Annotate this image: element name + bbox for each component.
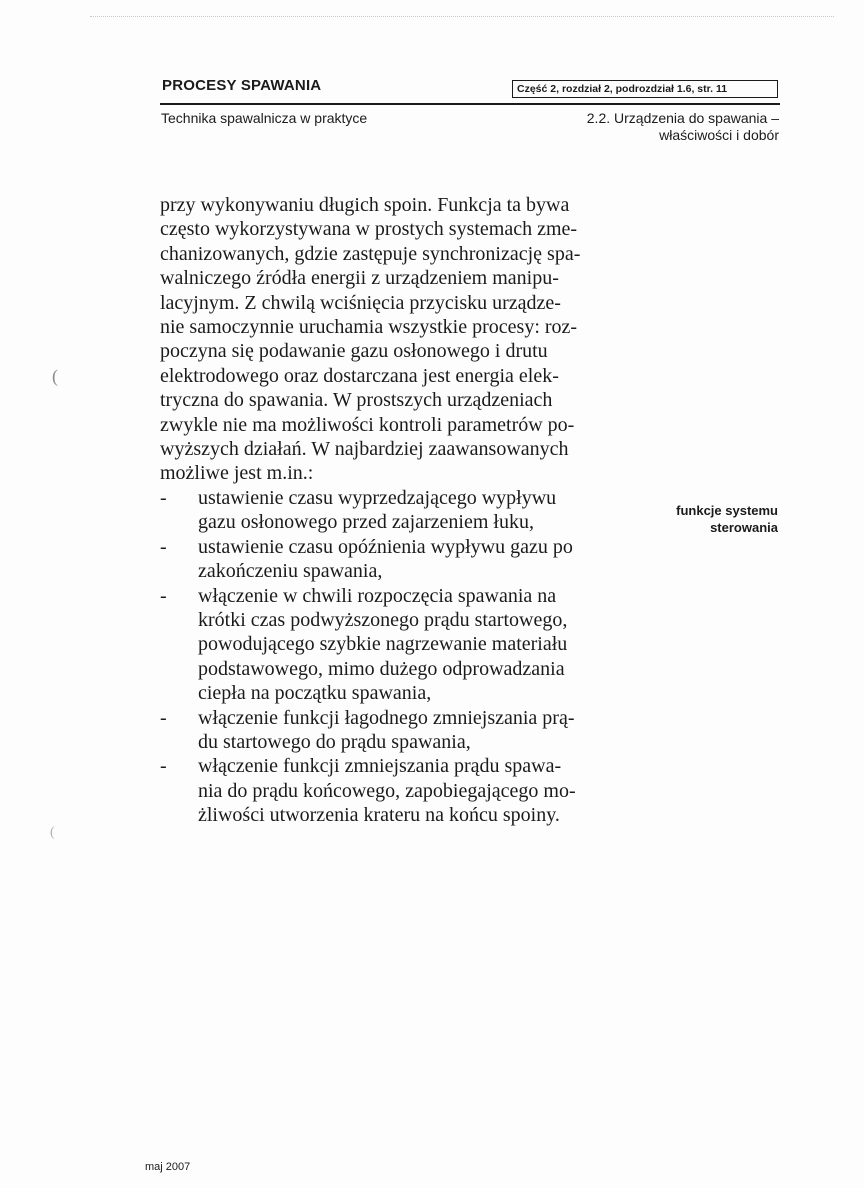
text-line: włączenie funkcji zmniejszania prądu spawa- [198, 755, 562, 778]
footer-date: maj 2007 [145, 1161, 191, 1173]
text-line: chanizowanych, gdzie zastępuje synchronizację spa- [160, 242, 581, 265]
text-line: elektrodowego oraz dostarczana jest energia elek- [160, 364, 559, 387]
text-line: lacyjnym. Z chwilą wciśnięcia przycisku urządze- [160, 291, 561, 314]
text-line: ciepła na początku spawania, [198, 682, 432, 705]
scan-binding-mark: ( [50, 825, 55, 840]
bullet-dash: - [160, 535, 167, 558]
header-subtitle: Technika spawalnicza w praktyce [161, 110, 368, 126]
text-line: du startowego do prądu spawania, [198, 730, 471, 753]
list-item [160, 486, 610, 535]
text-line: żliwości utworzenia krateru na końcu spoiny. [198, 804, 560, 827]
text-line: krótki czas podwyższonego prądu startowego, [198, 608, 568, 631]
text-line: poczyna się podawanie gazu osłonowego i drutu [160, 340, 548, 363]
main-body-text [160, 193, 610, 828]
bullet-dash: - [160, 755, 167, 778]
text-line: ustawienie czasu opóźnienia wypływu gazu po [198, 535, 573, 558]
bullet-dash: - [160, 706, 167, 729]
scan-binding-mark: ( [52, 366, 58, 386]
margin-note [676, 502, 778, 536]
scan-edge-artifact [90, 16, 834, 17]
text-line: zakończeniu spawania, [198, 560, 383, 583]
header-section-title [587, 110, 779, 144]
margin-note-line: sterowania [710, 520, 778, 535]
bullet-dash: - [160, 584, 167, 607]
section-title-line: właściwości i dobór [659, 127, 779, 143]
page-header-title: PROCESY SPAWANIA [162, 77, 322, 94]
margin-note-line: funkcje systemu [676, 503, 778, 518]
list-item [160, 535, 610, 584]
feature-bullet-list [160, 486, 610, 828]
text-line: nie samoczynnie uruchamia wszystkie procesy: roz- [160, 316, 578, 339]
text-line: powodującego szybkie nagrzewanie materiału [198, 633, 568, 656]
text-line: podstawowego, mimo dużego odprowadzania [198, 657, 565, 680]
header-divider [160, 103, 780, 105]
text-line: włączenie w chwili rozpoczęcia spawania na [198, 584, 557, 607]
text-line: walniczego źródła energii z urządzeniem manipu- [160, 267, 559, 290]
list-item [160, 706, 610, 755]
text-line: tryczna do spawania. W prostszych urządzeniach [160, 389, 553, 412]
bullet-dash: - [160, 486, 167, 509]
text-line: zwykle nie ma możliwości kontroli parametrów po- [160, 413, 575, 436]
text-line: wyższych działań. W najbardziej zaawansowanych [160, 438, 569, 461]
list-item [160, 584, 610, 706]
text-line: włączenie funkcji łagodnego zmniejszania prą- [198, 706, 575, 729]
text-line: możliwe jest m.in.: [160, 462, 314, 485]
list-item [160, 754, 610, 827]
body-paragraph [160, 193, 610, 486]
text-line: nia do prądu końcowego, zapobiegającego mo- [198, 779, 576, 802]
chapter-reference-box: Część 2, rozdział 2, podrozdział 1.6, str. 11 [512, 80, 778, 98]
text-line: gazu osłonowego przed zajarzeniem łuku, [198, 511, 534, 534]
text-line: przy wykonywaniu długich spoin. Funkcja ta bywa [160, 194, 570, 216]
text-line: często wykorzystywana w prostych systemach zme- [160, 218, 578, 241]
section-title-line: 2.2. Urządzenia do spawania – [586, 110, 779, 126]
text-line: ustawienie czasu wyprzedzającego wypływu [198, 486, 557, 509]
